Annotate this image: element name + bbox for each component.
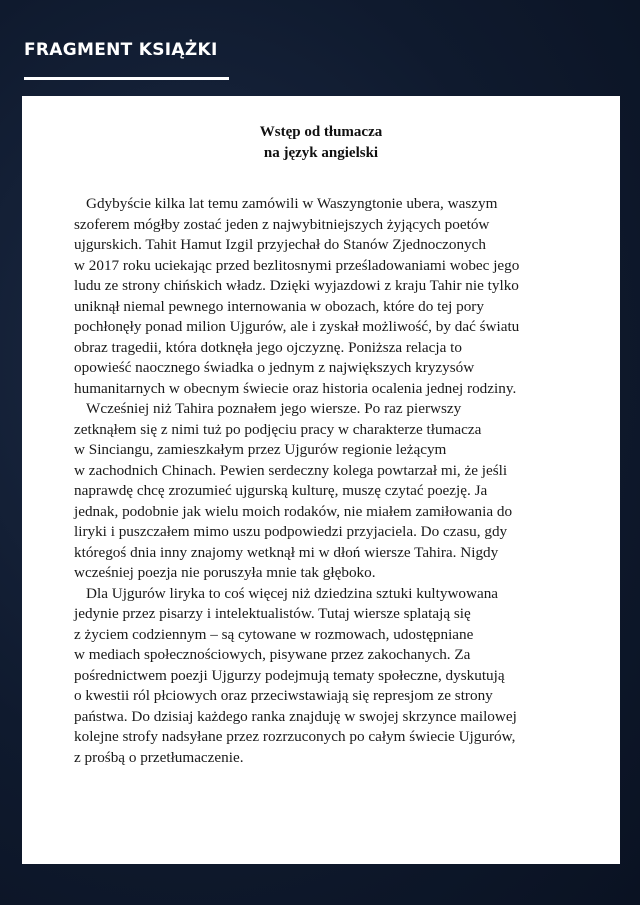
text-line: humanitarnych w obecnym świecie oraz historia ocalenia jednej rodziny. [74, 379, 517, 397]
text-line: wcześniej poezja nie poruszyła mnie tak głęboko. [74, 564, 376, 581]
text-line: uniknął niemal pewnego internowania w obozach, które do tej pory [74, 297, 484, 315]
text-line: naprawdę chcę zrozumieć ujgurską kulturę, muszę czytać poezję. Ja [74, 482, 488, 499]
text-line: w zachodnich Chinach. Pewien serdeczny kolega powtarzał mi, że jeśli [74, 461, 508, 479]
text-line: w Sinciangu, zamieszkałym przez Ujgurów regionie leżącym [74, 441, 447, 458]
chapter-title-line: na język angielski [263, 145, 379, 161]
text-line: w mediach społecznościowych, pisywane przez zakochanych. Za [74, 646, 471, 663]
text-line: obraz tragedii, która dotknęła jego ojczyznę. Poniższa relacja to [74, 338, 462, 356]
text-line: z życiem codziennym – są cytowane w rozmowach, udostępniane [74, 625, 474, 643]
text-line: opowieść naocznego świadka o jednym z największych kryzysów [74, 359, 475, 376]
text-line: zetknąłem się z nimi tuż po podjęciu pracy w charakterze tłumacza [74, 420, 482, 438]
section-underline [24, 77, 229, 80]
book-page [22, 96, 620, 864]
text-line: kolejne strofy nadsyłane przez rozrzuconych po całym świecie Ujgurów, [74, 728, 516, 745]
text-line: o kwestii ról płciowych oraz przeciwstawiają się represjom ze strony [74, 687, 493, 704]
chapter-title [22, 122, 620, 164]
text-line: jednak, podobnie jak wielu moich rodaków, nie miałem zamiłowania do [74, 502, 513, 520]
text-line: ujgurskich. Tahit Hamut Izgil przyjechał do Stanów Zjednoczonych [74, 236, 486, 253]
text-line: szoferem mógłby zostać jeden z najwybitniejszych żyjących poetów [74, 215, 490, 233]
text-line: ludu ze strony chińskich władz. Dzięki wyjazdowi z kraju Tahir nie tylko [74, 277, 519, 294]
text-line: któregoś dnia inny znajomy wetknął mi w dłoń wiersze Tahira. Nigdy [74, 543, 499, 561]
chapter-title-line: Wstęp od tłumacza [259, 124, 383, 140]
text-line: Gdybyście kilka lat temu zamówili w Waszyngtonie ubera, waszym [86, 195, 498, 212]
text-line: jedynie przez pisarzy i intelektualistów. Tutaj wiersze splatają się [74, 605, 471, 622]
text-line: Dla Ujgurów liryka to coś więcej niż dziedzina sztuki kultywowana [86, 584, 499, 602]
text-line: pochłonęły ponad milion Ujgurów, ale i zyskał możliwość, by dać światu [74, 318, 520, 335]
body-text [74, 194, 584, 768]
section-label: FRAGMENT KSIĄŻKI [24, 40, 218, 60]
text-line: pośrednictwem poezji Ujgurzy podejmują tematy społeczne, dyskutują [74, 666, 505, 684]
text-line: w 2017 roku uciekając przed bezlitosnymi prześladowaniami wobec jego [74, 256, 520, 274]
text-line: państwa. Do dzisiaj każdego ranka znajduję w swojej skrzynce mailowej [74, 707, 517, 725]
text-line: Wcześniej niż Tahira poznałem jego wiersze. Po raz pierwszy [86, 400, 462, 417]
text-line: z prośbą o przetłumaczenie. [74, 748, 244, 766]
text-line: liryki i puszczałem mimo uszu podpowiedzi przyjaciela. Do czasu, gdy [74, 523, 508, 540]
